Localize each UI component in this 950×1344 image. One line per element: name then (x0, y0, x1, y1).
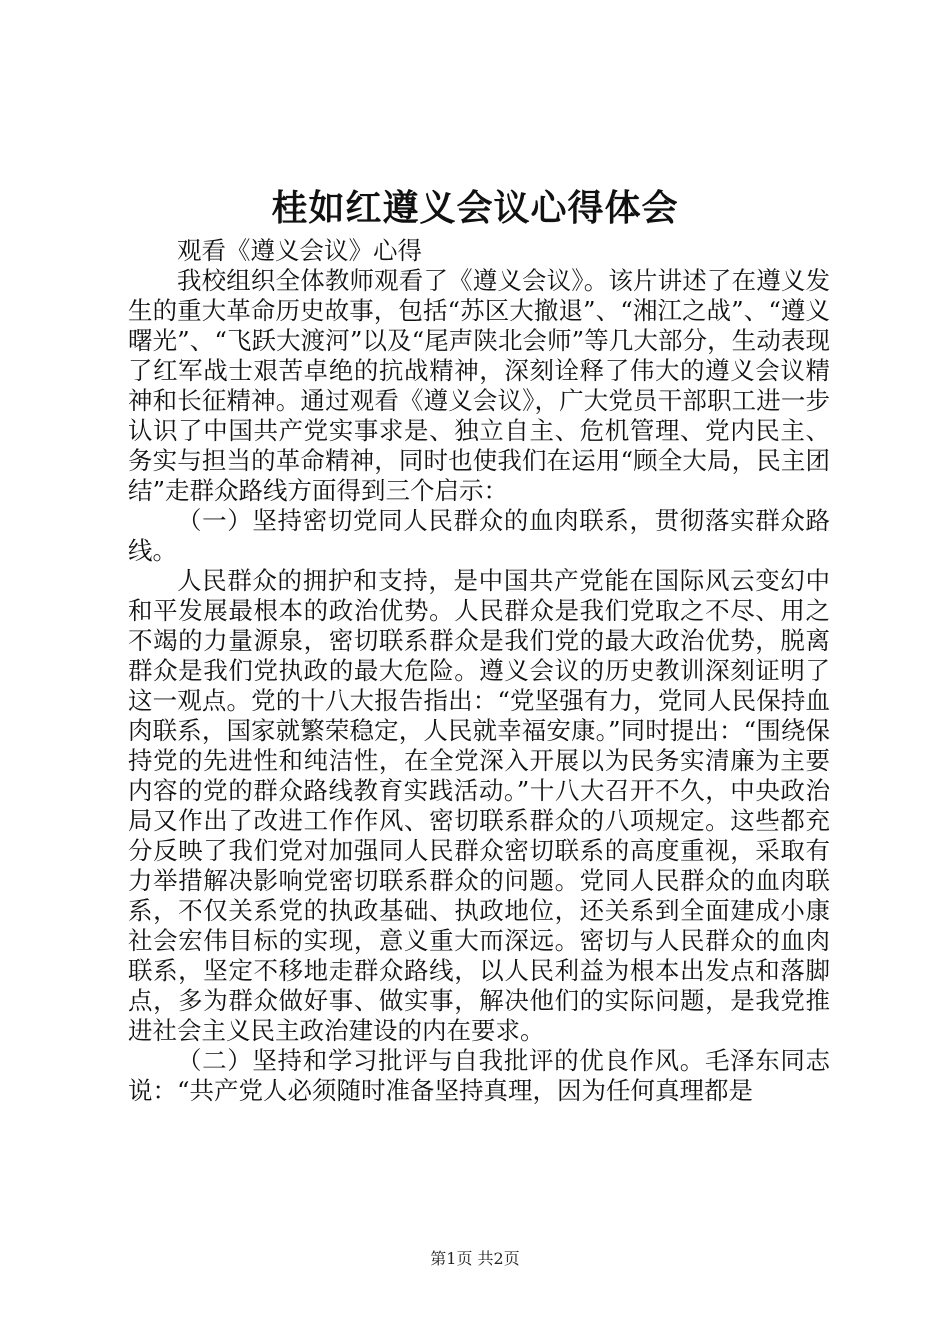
body-paragraph: 人民群众的拥护和支持，是中国共产党能在国际风云变幻中和平发展最根本的政治优势。人民群众是我们党取之不尽、用之不竭的力量源泉，密切联系群众是我们党的最大政治优势，脱离群众是我们党执政的最大危险。遵义会议的历史教训深刻证明了这一观点。党的十八大报告指出：“党坚强有力，党同人民保持血肉联系，国家就繁荣稳定，人民就幸福安康。”同时提出：“围绕保持党的先进性和纯洁性，在全党深入开展以为民务实清廉为主要内容的党的群众路线教育实践活动。”十八大召开不久，中央政治局又作出了改进工作作风、密切联系群众的八项规定。这些都充分反映了我们党对加强同人民群众密切联系的高度重视，采取有力举措解决影响党密切联系群众的问题。党同人民群众的血肉联系，不仅关系党的执政基础、执政地位，还关系到全面建成小康社会宏伟目标的实现，意义重大而深远。密切与人民群众的血肉联系，坚定不移地走群众路线，以人民利益为根本出发点和落脚点，多为群众做好事、做实事，解决他们的实际问题，是我党推进社会主义民主政治建设的内在要求。 (128, 566, 830, 1045)
body-paragraph: 我校组织全体教师观看了《遵义会议》。该片讲述了在遵义发生的重大革命历史故事，包括“苏区大撤退”、“湘江之战”、“遵义曙光”、“飞跃大渡河”以及“尾声陕北会师”等几大部分，生动表现了红军战士艰苦卓绝的抗战精神，深刻诠释了伟大的遵义会议精神和长征精神。通过观看《遵义会议》，广大党员干部职工进一步认识了中国共产党实事求是、独立自主、危机管理、党内民主、务实与担当的革命精神，同时也使我们在运用“顾全大局，民主团结”走群众路线方面得到三个启示： (128, 266, 830, 505)
subtitle-paragraph: 观看《遵义会议》心得 (177, 236, 422, 265)
section-heading-paragraph: （二）坚持和学习批评与自我批评的优良作风。毛泽东同志说：“共产党人必须随时准备坚持真理，因为任何真理都是 (128, 1046, 830, 1105)
section-heading-paragraph: （一）坚持密切党同人民群众的血肉联系，贯彻落实群众路线。 (128, 506, 830, 565)
page-number-footer: 第1页 共2页 (430, 1249, 520, 1268)
document-title: 桂如红遵义会议心得体会 (271, 187, 679, 229)
document-body (128, 236, 830, 1106)
